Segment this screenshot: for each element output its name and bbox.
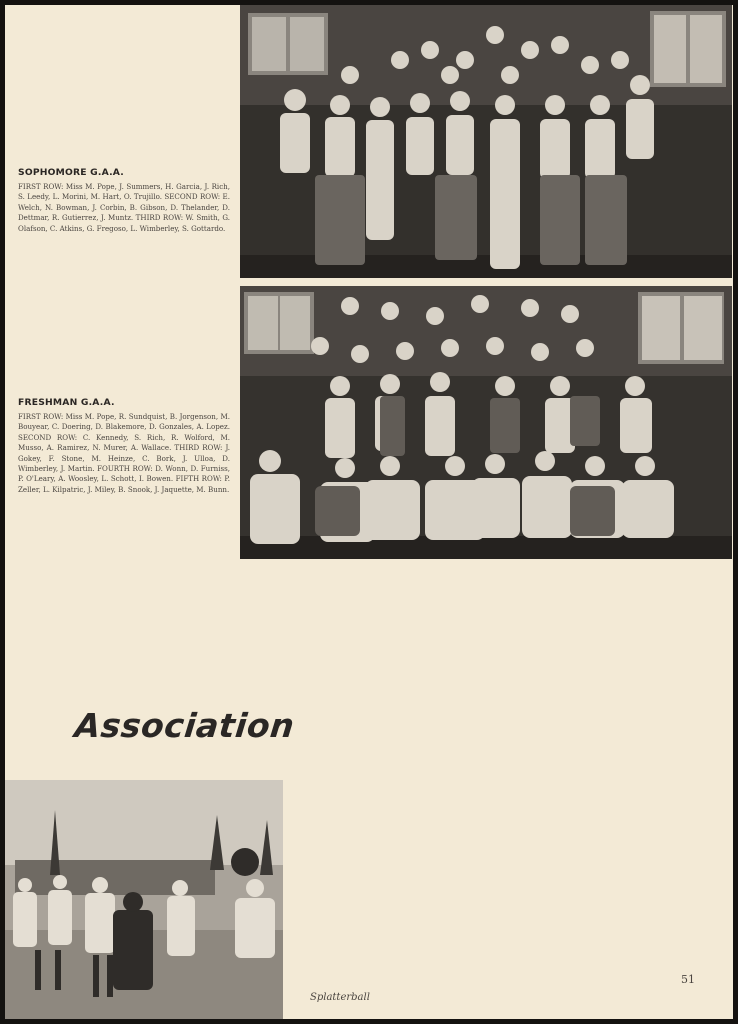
freshman-group-photo (240, 286, 732, 559)
sophomore-caption (18, 167, 230, 234)
sophomore-group-photo (240, 5, 732, 278)
splatterball-photo (5, 780, 283, 1019)
freshman-members: FIRST ROW: Miss M. Pope, R. Sundquist, B. Jorgenson, M. Bouyear, C. Doering, D. Blakemore, D. Gonzales, A. Lopez. SECOND ROW: C. Kennedy, S. Rich, R. Wolford, M. Musso, A. Ramirez, N. Murer, A. Wallace. THIRD ROW: J. Gokey, F. Stone, M. Heinze, C. Bork, J. Ulloa, D. Wimberley, J. Martin. FOURTH ROW: D. Wonn, D. Furniss, P. O'Leary, A. Woosley, L. Schott, I. Bowen. FIFTH ROW: P. Zeller, L. Kilpatric, J. Miley, B. Snook, J. Jaquette, M. Bunn. (18, 412, 230, 494)
freshman-title: FRESHMAN G.A.A. (18, 397, 115, 408)
sophomore-members: FIRST ROW: Miss M. Pope, J. Summers, H. Garcia, J. Rich, S. Leedy, L. Morini, M. Hart, O. Trujillo. SECOND ROW: E. Welch, N. Bowman, J. Corbin, B. Gibson, D. Thelander, D. Dettmar, R. Gutierrez, J. Muntz. THIRD ROW: W. Smith, G. Olafson, C. Atkins, G. Fregoso, L. Wimberley, S. Gottardo. (18, 182, 230, 233)
yearbook-page (5, 5, 733, 1019)
bottom-photo-caption: Splatterball (310, 992, 370, 1003)
page-number: 51 (681, 973, 695, 986)
sophomore-title: SOPHOMORE G.A.A. (18, 167, 124, 178)
association-heading: Association (72, 706, 297, 745)
freshman-caption (18, 397, 230, 495)
